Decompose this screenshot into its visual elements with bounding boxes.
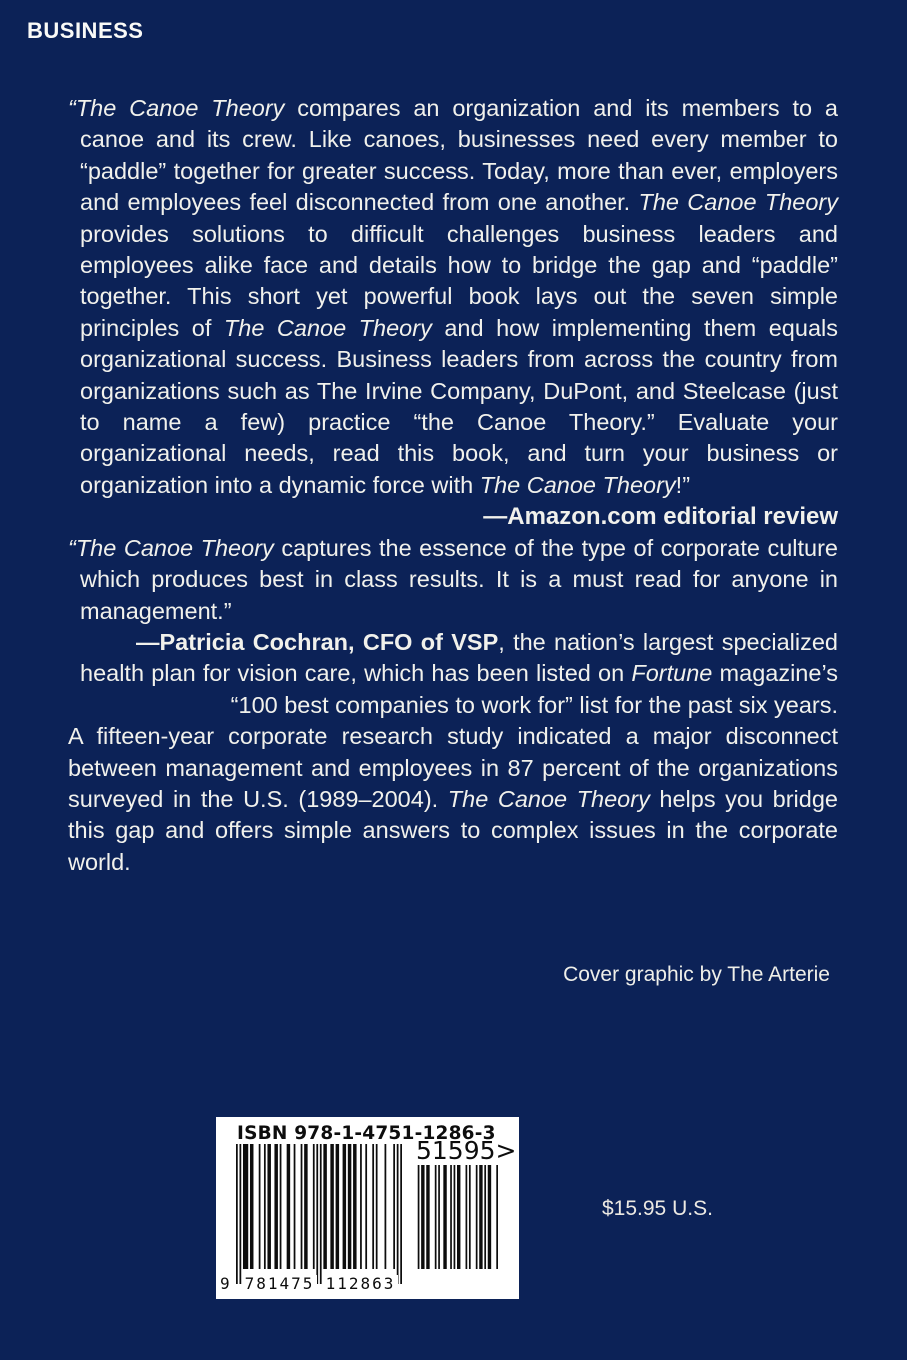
barcode-digits-group1: 781475	[242, 1275, 317, 1293]
text-segment: , the nation’s largest specialized health plan for vision care, which has been listed on	[80, 628, 838, 687]
ean13-barcode	[220, 1144, 402, 1293]
research-study-paragraph	[68, 721, 838, 878]
amazon-review-quote	[68, 93, 838, 501]
cochran-review-quote	[68, 533, 838, 627]
amazon-review-attribution: —Amazon.com editorial review	[483, 503, 838, 531]
text-segment: “The Canoe Theory	[68, 95, 285, 121]
addon-code: 51595	[416, 1136, 496, 1165]
price-label: $15.95 U.S.	[602, 1197, 713, 1220]
text-segment: “The Canoe Theory	[68, 534, 274, 561]
isbn-barcode-box	[216, 1117, 519, 1299]
text-segment: The Canoe Theory	[638, 189, 838, 216]
barcode-digit-lead: 9	[220, 1274, 230, 1293]
text-segment: magazine’s “100 best companies to work for” list for the past six years.	[230, 660, 838, 718]
text-segment: A fifteen-year corporate research study indicated a major disconnect between management and employees in 87 percent of the organizations surveyed in the U.S. (1989–2004).	[68, 723, 838, 812]
ean13-bars	[236, 1144, 402, 1284]
reviewer-name: —Patricia Cochran, CFO of VSP	[136, 628, 499, 655]
text-segment: The Canoe Theory	[223, 314, 432, 341]
text-segment: The Canoe Theory	[447, 785, 650, 812]
ean5-addon-barcode	[416, 1136, 517, 1269]
text-segment: !”	[675, 471, 691, 498]
text-segment: helps you bridge this gap and offers simple answers to complex issues in the corporate world.	[68, 785, 838, 875]
cover-graphic-credit: Cover graphic by The Arterie	[563, 963, 830, 986]
ean5-bars	[416, 1165, 498, 1269]
category-label: BUSINESS	[27, 18, 144, 43]
text-segment: compares an organization and its members to a canoe and its crew. Like canoes, businesses need every member to “paddle” together for greater success. Today, more than ever, employers and employees feel disconnected from one another.	[80, 95, 838, 216]
text-segment: and how implementing them equals organizational success. Business leaders from across the country from organizations such as The Irvine Company, DuPont, and Steelcase (just to name a few) practice “the Canoe Theory.” Evaluate your organizational needs, read this book, and turn your business or organization into a dynamic force with	[80, 314, 838, 498]
text-segment: Fortune	[631, 660, 713, 687]
addon-price-code	[416, 1136, 517, 1165]
isbn-label: ISBN 978-1-4751-1286-3	[237, 1123, 496, 1144]
text-segment: provides solutions to difficult challenges business leaders and employees alike face and details how to bridge the gap and “paddle” together. This short yet powerful book lays out the seven simple principles of	[80, 220, 838, 341]
addon-arrow: >	[495, 1136, 517, 1165]
cochran-review-attribution	[68, 627, 838, 721]
text-segment: captures the essence of the type of corporate culture which produces best in class results. It is a must read for anyone in management.”	[80, 534, 838, 624]
back-cover-text	[68, 93, 838, 878]
barcode-digits-group2: 112863	[323, 1275, 398, 1293]
text-segment: The Canoe Theory	[479, 471, 676, 498]
